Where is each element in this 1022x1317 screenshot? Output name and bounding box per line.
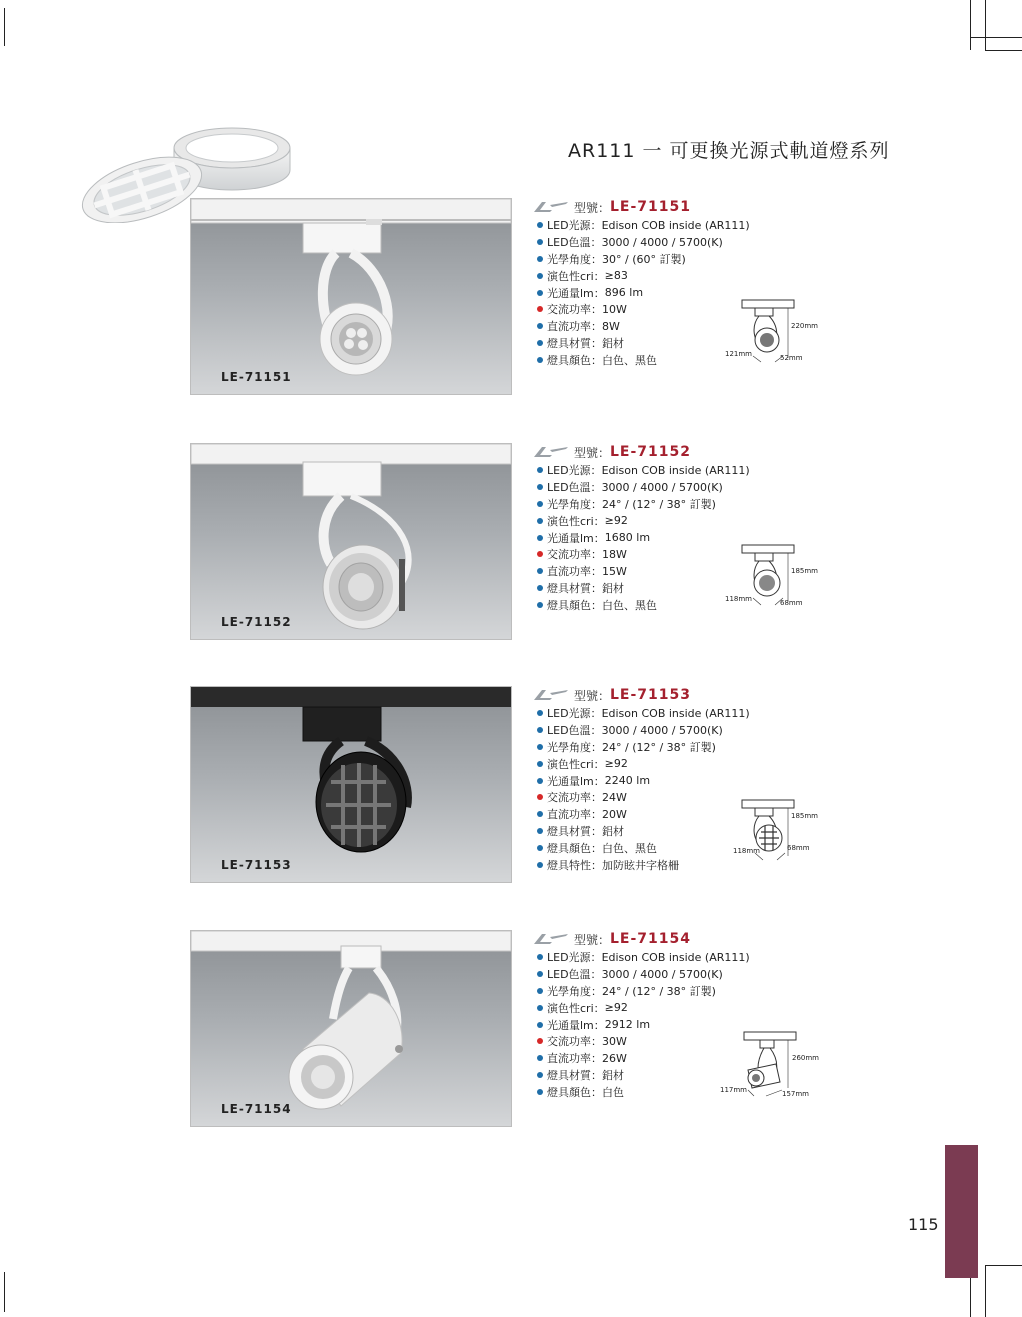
spec-item <box>530 705 790 722</box>
spec-key: 演色性cri： <box>547 1001 605 1015</box>
brand-logo-icon <box>530 931 572 947</box>
bullet-icon <box>537 845 543 851</box>
spec-item <box>530 512 790 529</box>
bullet-icon <box>537 585 543 591</box>
bullet-icon <box>537 988 543 994</box>
model-number: LE-71152 <box>610 444 692 460</box>
spec-key: 燈具顏色： <box>547 841 602 855</box>
product-section <box>0 686 1022 896</box>
track-light-cylinder-illustration <box>191 931 511 1126</box>
spec-key: 光通量lm： <box>547 531 605 545</box>
product-section <box>0 930 1022 1140</box>
spec-value: 白色、黑色 <box>602 598 657 612</box>
bullet-icon <box>537 1089 543 1095</box>
bullet-icon <box>537 568 543 574</box>
spec-value: 24° / (12° / 38° 訂製) <box>602 497 716 511</box>
brand-logo-icon <box>530 199 572 215</box>
spec-value: 2912 lm <box>604 1018 651 1032</box>
bullet-icon <box>537 551 543 557</box>
bullet-icon <box>537 1005 543 1011</box>
model-row <box>530 198 790 216</box>
spec-key: 直流功率： <box>547 320 602 334</box>
page-tab <box>945 1145 978 1278</box>
spec-key: LED光源： <box>547 707 602 721</box>
spec-item <box>530 496 790 513</box>
bullet-icon <box>537 256 543 262</box>
model-row <box>530 443 790 461</box>
dimension-drawing <box>725 298 835 383</box>
spec-value: ≥83 <box>604 269 628 283</box>
spec-item <box>530 739 790 756</box>
bullet-icon <box>537 357 543 363</box>
spec-key: 燈具顏色： <box>547 353 602 367</box>
dim-depth: 68mm <box>787 844 810 852</box>
spec-key: 燈具材質： <box>547 824 602 838</box>
spec-value: Edison COB inside (AR111) <box>601 463 750 477</box>
spec-item <box>530 983 790 1000</box>
spec-value: 1680 lm <box>604 531 651 545</box>
spec-key: 燈具顏色： <box>547 1085 602 1099</box>
spec-key: 光學角度： <box>547 497 602 511</box>
spec-value: Edison COB inside (AR111) <box>601 706 750 720</box>
spec-key: LED色溫： <box>547 968 602 982</box>
product-photo <box>190 443 512 640</box>
bullet-icon <box>537 710 543 716</box>
spec-value: 白色、黑色 <box>602 353 657 367</box>
spec-key: 燈具材質： <box>547 581 602 595</box>
bullet-icon <box>537 971 543 977</box>
bullet-icon <box>537 273 543 279</box>
spec-key: LED光源： <box>547 464 602 478</box>
spec-key: 交流功率： <box>547 1035 602 1049</box>
dim-height: 185mm <box>791 567 818 575</box>
spec-value: Edison COB inside (AR111) <box>601 218 750 232</box>
bullet-icon <box>537 811 543 817</box>
spec-value: 2240 lm <box>604 774 651 788</box>
bullet-icon <box>537 501 543 507</box>
spec-value: 15W <box>602 564 627 578</box>
spec-key: LED色溫： <box>547 724 602 738</box>
bullet-icon <box>537 290 543 296</box>
spec-value: 白色、黑色 <box>602 841 657 855</box>
page-title: AR111 一 可更換光源式軌道燈系列 <box>568 140 890 162</box>
spec-key: LED光源： <box>547 951 602 965</box>
dim-width: 118mm <box>725 595 752 603</box>
track-light-black-illustration <box>191 687 511 882</box>
bullet-icon <box>537 518 543 524</box>
dimension-drawing <box>725 543 835 628</box>
spec-value: 24° / (12° / 38° 訂製) <box>602 740 716 754</box>
bullet-icon <box>537 602 543 608</box>
bullet-icon <box>537 239 543 245</box>
product-photo <box>190 930 512 1127</box>
spec-item <box>530 772 790 789</box>
bullet-icon <box>537 340 543 346</box>
spec-value: Edison COB inside (AR111) <box>601 950 750 964</box>
bullet-icon <box>537 1072 543 1078</box>
spec-value: ≥92 <box>604 1001 628 1015</box>
page-number: 115 <box>908 1215 939 1234</box>
spec-value: 30° / (60° 訂製) <box>602 252 686 266</box>
spec-item <box>530 234 790 251</box>
dimension-drawing <box>718 1030 828 1115</box>
spec-item <box>530 999 790 1016</box>
spec-item <box>530 251 790 268</box>
spec-key: 直流功率： <box>547 1052 602 1066</box>
spec-value: 24W <box>602 790 627 804</box>
track-light-white-illustration <box>191 199 511 394</box>
spec-key: LED光源： <box>547 219 602 233</box>
model-key: 型號： <box>574 688 611 703</box>
spec-value: 鋁材 <box>602 581 624 595</box>
spec-value: 30W <box>602 1034 627 1048</box>
bullet-icon <box>537 484 543 490</box>
spec-item <box>530 479 790 496</box>
bullet-icon <box>537 1038 543 1044</box>
spec-value: 鋁材 <box>602 824 624 838</box>
dim-width: 118mm <box>733 847 760 855</box>
brand-logo-icon <box>530 687 572 703</box>
dim-height: 260mm <box>792 1054 819 1062</box>
spec-value: 3000 / 4000 / 5700(K) <box>601 967 723 981</box>
crop-mark <box>970 0 971 50</box>
spec-key: 燈具特性： <box>547 858 602 872</box>
spec-value: 26W <box>602 1051 627 1065</box>
spec-value: 鋁材 <box>602 336 624 350</box>
spec-value: 加防眩井字格柵 <box>602 858 679 872</box>
spec-item <box>530 755 790 772</box>
dim-depth: 68mm <box>780 599 803 607</box>
spec-key: 演色性cri： <box>547 269 605 283</box>
spec-value: 10W <box>602 302 627 316</box>
bullet-icon <box>537 862 543 868</box>
photo-label: LE-71151 <box>221 370 292 384</box>
bullet-icon <box>537 1022 543 1028</box>
spec-item <box>530 966 790 983</box>
spec-key: 交流功率： <box>547 791 602 805</box>
spec-value: ≥92 <box>604 757 628 771</box>
track-light-white-illustration <box>191 444 511 639</box>
dimension-drawing <box>725 798 835 883</box>
spec-item <box>530 462 790 479</box>
spec-key: 演色性cri： <box>547 514 605 528</box>
model-key: 型號： <box>574 932 611 947</box>
model-number: LE-71153 <box>610 687 692 703</box>
bullet-icon <box>537 778 543 784</box>
bullet-icon <box>537 323 543 329</box>
spec-value: 896 lm <box>604 286 644 300</box>
crop-mark <box>970 37 1022 38</box>
dim-height: 185mm <box>791 812 818 820</box>
bullet-icon <box>537 306 543 312</box>
spec-value: 3000 / 4000 / 5700(K) <box>601 723 723 737</box>
spec-key: 光通量lm： <box>547 1018 605 1032</box>
product-photo <box>190 686 512 883</box>
model-number: LE-71154 <box>610 931 692 947</box>
spec-key: 演色性cri： <box>547 757 605 771</box>
bullet-icon <box>537 954 543 960</box>
dim-width: 117mm <box>720 1086 747 1094</box>
model-row <box>530 930 790 948</box>
spec-key: 燈具材質： <box>547 1068 602 1082</box>
spec-key: LED色溫： <box>547 236 602 250</box>
bullet-icon <box>537 794 543 800</box>
crop-mark <box>985 50 1022 51</box>
model-key: 型號： <box>574 445 611 460</box>
crop-mark <box>4 8 5 46</box>
spec-value: 24° / (12° / 38° 訂製) <box>602 984 716 998</box>
spec-key: 光學角度： <box>547 984 602 998</box>
bullet-icon <box>537 761 543 767</box>
bullet-icon <box>537 222 543 228</box>
crop-mark <box>4 1272 5 1312</box>
spec-value: 3000 / 4000 / 5700(K) <box>601 480 723 494</box>
spec-value: 3000 / 4000 / 5700(K) <box>601 235 723 249</box>
spec-value: 8W <box>602 319 620 333</box>
crop-mark <box>985 1265 986 1317</box>
dim-width: 121mm <box>725 350 752 358</box>
spec-key: 燈具顏色： <box>547 598 602 612</box>
photo-label: LE-71153 <box>221 858 292 872</box>
model-key: 型號： <box>574 200 611 215</box>
bullet-icon <box>537 1055 543 1061</box>
spec-item <box>530 267 790 284</box>
spec-value: 18W <box>602 547 627 561</box>
spec-item <box>530 722 790 739</box>
dim-depth: 52mm <box>780 354 803 362</box>
spec-value: 鋁材 <box>602 1068 624 1082</box>
spec-key: 光學角度： <box>547 740 602 754</box>
bullet-icon <box>537 828 543 834</box>
brand-logo-icon <box>530 444 572 460</box>
spec-key: 直流功率： <box>547 808 602 822</box>
spec-key: LED色溫： <box>547 481 602 495</box>
dim-height: 220mm <box>791 322 818 330</box>
product-section <box>0 443 1022 653</box>
model-row <box>530 686 790 704</box>
bullet-icon <box>537 727 543 733</box>
model-number: LE-71151 <box>610 199 692 215</box>
dim-depth: 157mm <box>782 1090 809 1098</box>
product-section <box>0 198 1022 408</box>
photo-label: LE-71154 <box>221 1102 292 1116</box>
spec-item <box>530 949 790 966</box>
spec-value: ≥92 <box>604 514 628 528</box>
bullet-icon <box>537 467 543 473</box>
spec-key: 光通量lm： <box>547 286 605 300</box>
crop-mark <box>985 1265 1022 1266</box>
spec-value: 白色 <box>602 1085 624 1099</box>
spec-key: 光通量lm： <box>547 774 605 788</box>
photo-label: LE-71152 <box>221 615 292 629</box>
bullet-icon <box>537 535 543 541</box>
spec-key: 光學角度： <box>547 252 602 266</box>
spec-key: 燈具材質： <box>547 336 602 350</box>
spec-key: 交流功率： <box>547 303 602 317</box>
crop-mark <box>985 0 986 50</box>
bullet-icon <box>537 744 543 750</box>
spec-key: 直流功率： <box>547 565 602 579</box>
spec-key: 交流功率： <box>547 548 602 562</box>
product-photo <box>190 198 512 395</box>
spec-item <box>530 217 790 234</box>
spec-value: 20W <box>602 807 627 821</box>
